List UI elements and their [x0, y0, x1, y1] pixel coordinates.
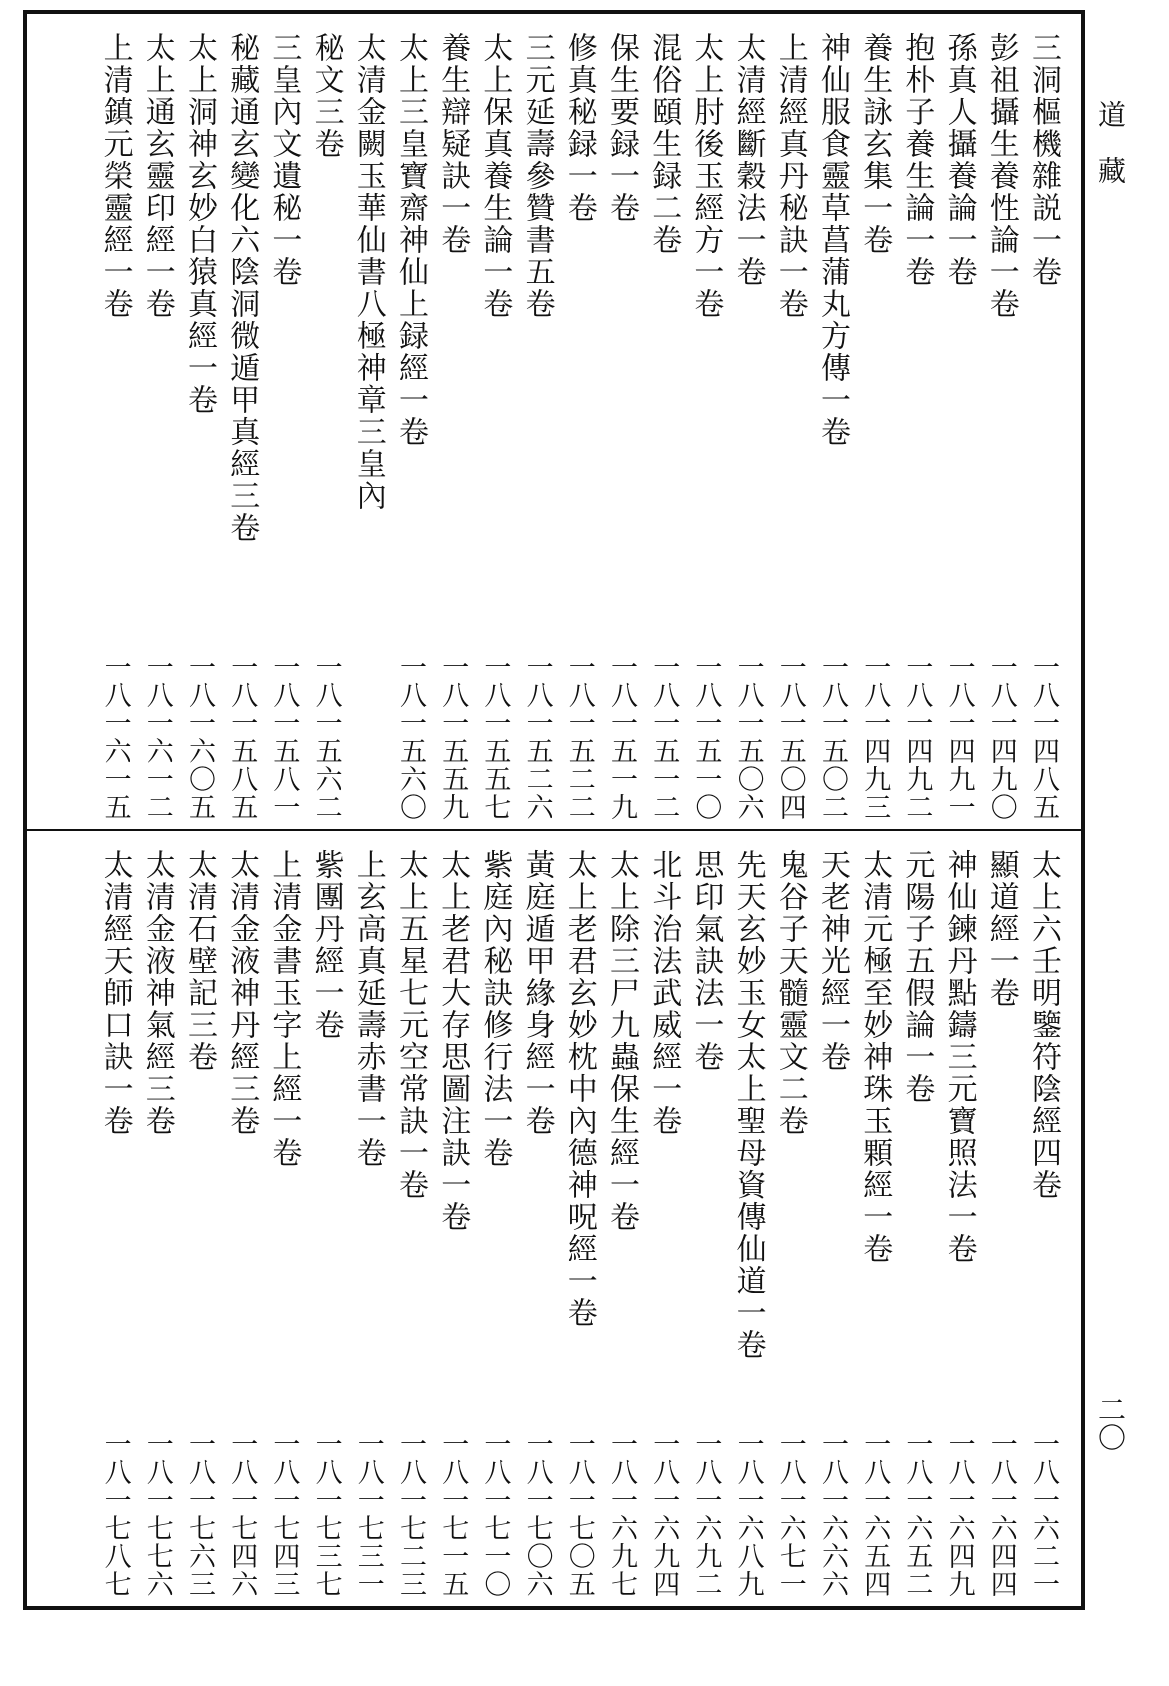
margin-title: 道 藏 — [1094, 100, 1127, 184]
entry-number: 一八一六七一 — [774, 1430, 806, 1598]
entry-number: 一八一六九七 — [606, 1430, 637, 1598]
entry-title: 抱朴子養生論一卷 — [899, 32, 935, 288]
entry-title: 秘文三卷 — [308, 32, 344, 160]
entry-number: 一八一四九〇 — [985, 653, 1017, 821]
entry-title: 神仙鍊丹點鑄三元寶照法一卷 — [941, 849, 977, 1265]
entry-number: 一八一六八九 — [732, 1430, 764, 1598]
catalog-entry — [643, 14, 683, 829]
entry-number: 一八一五八五 — [226, 653, 258, 821]
catalog-entry — [263, 14, 303, 829]
entry-title: 太上六壬明鑒符陰經四卷 — [1026, 849, 1061, 1201]
catalog-entry — [95, 831, 135, 1606]
catalog-entry — [643, 831, 683, 1606]
entry-title: 太清經天師口訣一卷 — [97, 849, 133, 1137]
catalog-entry — [474, 14, 514, 829]
entry-number: 一八一六九二 — [690, 1430, 722, 1598]
entry-number: 一八一七三一 — [352, 1430, 384, 1598]
entry-number: 一八一五一二 — [648, 653, 680, 821]
catalog-entry — [812, 14, 852, 829]
entry-title: 三洞樞機雜説一卷 — [1026, 32, 1061, 288]
page-frame — [23, 10, 1085, 1610]
bottom-register — [27, 831, 1081, 1606]
catalog-entry — [939, 14, 979, 829]
entry-title: 孫真人攝養論一卷 — [941, 32, 977, 288]
entry-number: 一八一五五七 — [479, 653, 511, 821]
entry-number: 一八一七〇五 — [563, 1430, 595, 1598]
entry-title: 彭祖攝生養性論一卷 — [983, 32, 1019, 320]
entry-number: 一八一五八一 — [268, 653, 300, 821]
entry-number: 一八一七四六 — [226, 1430, 258, 1598]
entry-number: 一八一七二三 — [395, 1430, 426, 1598]
catalog-entry — [728, 14, 768, 829]
entry-title: 太清金闕玉華仙書八極神章三皇內 — [350, 32, 386, 512]
entry-number: 一八一五一〇 — [690, 653, 722, 821]
catalog-entry — [1023, 14, 1063, 829]
entry-title: 三皇內文遺秘一卷 — [266, 32, 302, 288]
entry-number: 一八一四八五 — [1028, 653, 1059, 821]
catalog-entry — [770, 831, 810, 1606]
entry-number: 一八一七七六 — [141, 1430, 173, 1598]
entry-title: 天老神光經一卷 — [815, 849, 850, 1073]
entry-number: 一八一六〇五 — [184, 653, 215, 821]
entry-title: 太上洞神玄妙白猿真經一卷 — [182, 32, 217, 416]
catalog-entry — [348, 14, 388, 829]
entry-title: 太上三皇寶齋神仙上録經一卷 — [393, 32, 428, 448]
entry-number: 一八一六五二 — [901, 1430, 933, 1598]
entry-title: 太清金液神丹經三卷 — [224, 849, 260, 1137]
entry-title: 上清金書玉字上經一卷 — [266, 849, 302, 1169]
entry-title: 思印氣訣法一卷 — [688, 849, 724, 1073]
entry-number: 一八一七一〇 — [479, 1430, 511, 1598]
catalog-entry — [601, 14, 641, 829]
entry-title: 養生詠玄集一卷 — [857, 32, 893, 256]
entry-title: 紫團丹經一卷 — [308, 849, 344, 1041]
catalog-entry — [896, 831, 936, 1606]
catalog-entry — [559, 14, 599, 829]
catalog-entry — [559, 831, 599, 1606]
entry-title: 太清金液神氣經三卷 — [139, 849, 175, 1137]
catalog-entry — [137, 831, 177, 1606]
entry-number: 一八一七三七 — [310, 1430, 342, 1598]
entry-number: 一八一五〇四 — [774, 653, 806, 821]
entry-title: 上玄高真延壽赤書一卷 — [350, 849, 386, 1169]
entry-title: 神仙服食靈草菖蒲丸方傳一卷 — [815, 32, 850, 448]
entry-number: 一八一七八七 — [99, 1430, 131, 1598]
catalog-entry — [685, 14, 725, 829]
entry-number: 一八一六九四 — [648, 1430, 680, 1598]
entry-title: 混俗頤生録二卷 — [646, 32, 682, 256]
catalog-entry — [263, 831, 303, 1606]
entry-number: 一八一五二六 — [521, 653, 553, 821]
catalog-entry — [95, 14, 135, 829]
catalog-entry — [770, 14, 810, 829]
catalog-entry — [854, 14, 894, 829]
entry-number: 一八一七六三 — [184, 1430, 215, 1598]
catalog-entry — [432, 14, 472, 829]
entry-number: 一八一七一五 — [437, 1430, 469, 1598]
entry-number: 一八一七四三 — [268, 1430, 300, 1598]
entry-number: 一八一四九三 — [859, 653, 891, 821]
entry-title: 太清元極至妙神珠玉顆經一卷 — [857, 849, 893, 1265]
catalog-entry — [179, 14, 219, 829]
catalog-entry — [221, 831, 261, 1606]
entry-title: 太上保真養生論一卷 — [477, 32, 513, 320]
catalog-entry — [981, 14, 1021, 829]
entry-title: 太上五星七元空常訣一卷 — [393, 849, 428, 1201]
catalog-entry — [981, 831, 1021, 1606]
entry-title: 元陽子五假論一卷 — [899, 849, 935, 1105]
entry-number: 一八一五一九 — [606, 653, 637, 821]
entry-number: 一八一四九二 — [901, 653, 933, 821]
entry-title: 上清鎮元榮靈經一卷 — [97, 32, 133, 320]
catalog-entry — [221, 14, 261, 829]
entry-title: 顯道經一卷 — [983, 849, 1019, 1009]
entry-title: 太清石壁記三卷 — [182, 849, 217, 1073]
margin-page-number: 二〇 — [1094, 1395, 1127, 1451]
entry-title: 鬼谷子天髓靈文二卷 — [772, 849, 808, 1137]
entry-number: 一八一五〇二 — [817, 653, 848, 821]
catalog-entry — [1023, 831, 1063, 1606]
entry-title: 先天玄妙玉女太上聖母資傳仙道一卷 — [730, 849, 766, 1361]
entry-number: 一八一七〇六 — [521, 1430, 553, 1598]
entry-title: 黃庭遁甲緣身經一卷 — [519, 849, 555, 1137]
top-register — [27, 14, 1081, 829]
catalog-entry — [896, 14, 936, 829]
entry-number: 一八一六六六 — [817, 1430, 848, 1598]
catalog-entry — [348, 831, 388, 1606]
catalog-entry — [137, 14, 177, 829]
entry-title: 保生要録一卷 — [604, 32, 639, 224]
entry-number: 一八一六四四 — [985, 1430, 1017, 1598]
entry-title: 太上肘後玉經方一卷 — [688, 32, 724, 320]
entry-number: 一八一四九一 — [943, 653, 975, 821]
entry-number: 一八一五五九 — [437, 653, 469, 821]
catalog-entry — [474, 831, 514, 1606]
catalog-entry — [306, 14, 346, 829]
entry-title: 太清經斷穀法一卷 — [730, 32, 766, 288]
catalog-entry — [685, 831, 725, 1606]
catalog-entry — [390, 831, 430, 1606]
entry-title: 太上老君玄妙枕中內德神呪經一卷 — [561, 849, 597, 1329]
catalog-entry — [939, 831, 979, 1606]
entry-title: 紫庭內秘訣修行法一卷 — [477, 849, 513, 1169]
catalog-entry — [179, 831, 219, 1606]
catalog-entry — [517, 831, 557, 1606]
catalog-entry — [728, 831, 768, 1606]
catalog-entry — [306, 831, 346, 1606]
entry-number: 一八一五二二 — [563, 653, 595, 821]
catalog-entry — [517, 14, 557, 829]
entry-title: 太上除三尸九蟲保生經一卷 — [604, 849, 639, 1233]
entry-number: 一八一六一五 — [99, 653, 131, 821]
entry-title: 養生辯疑訣一卷 — [435, 32, 471, 256]
catalog-entry — [854, 831, 894, 1606]
entry-number: 一八一五六〇 — [395, 653, 426, 821]
entry-title: 三元延壽參贊書五卷 — [519, 32, 555, 320]
entry-title: 修真秘録一卷 — [561, 32, 597, 224]
catalog-entry — [601, 831, 641, 1606]
entry-number: 一八一六一二 — [141, 653, 173, 821]
entry-number: 一八一六四九 — [943, 1430, 975, 1598]
entry-number: 一八一五六二 — [310, 653, 342, 821]
entry-title: 秘藏通玄變化六陰洞微遁甲真經三卷 — [224, 32, 260, 544]
entry-title: 太上通玄靈印經一卷 — [139, 32, 175, 320]
entry-title: 北斗治法武威經一卷 — [646, 849, 682, 1137]
catalog-entry — [390, 14, 430, 829]
entry-number: 一八一六五四 — [859, 1430, 891, 1598]
entry-number: 一八一六二一 — [1028, 1430, 1059, 1598]
catalog-entry — [432, 831, 472, 1606]
catalog-entry — [812, 831, 852, 1606]
entry-number: 一八一五〇六 — [732, 653, 764, 821]
entry-title: 上清經真丹秘訣一卷 — [772, 32, 808, 320]
entry-title: 太上老君大存思圖注訣一卷 — [435, 849, 471, 1233]
